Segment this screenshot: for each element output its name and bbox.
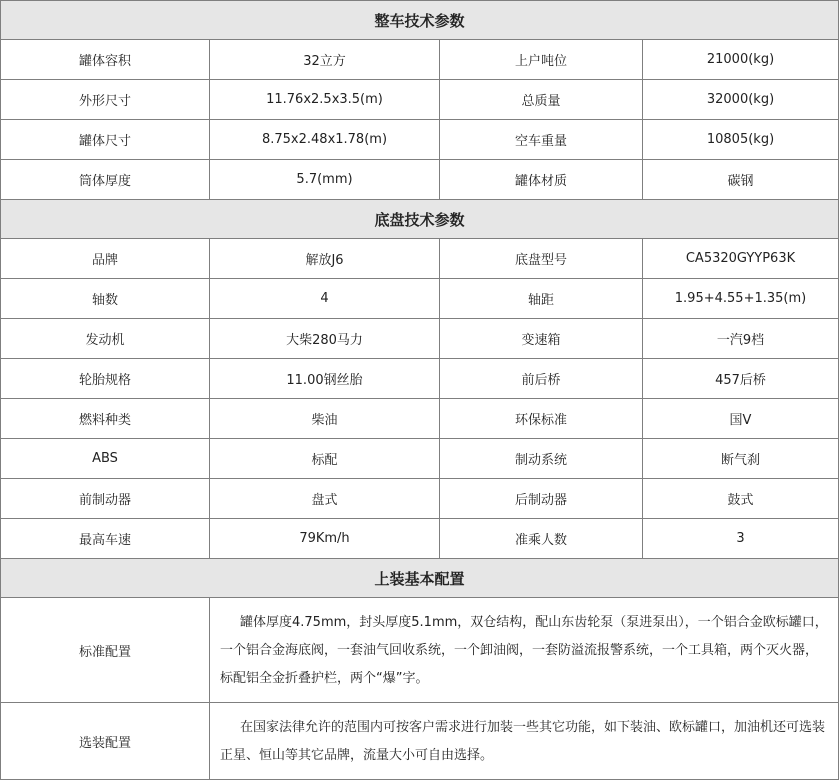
- param-label: 燃料种类: [1, 399, 210, 439]
- section-header-chassis: [1, 200, 839, 239]
- config-label: 选装配置: [1, 703, 210, 780]
- param-label: 罐体容积: [1, 40, 210, 80]
- table-row: [1, 519, 839, 559]
- config-text-cell: [210, 703, 839, 780]
- section-header-vehicle: [1, 1, 839, 40]
- param-value: 一汽9档: [643, 319, 839, 359]
- param-value: 32000(kg): [643, 80, 839, 120]
- param-label: 发动机: [1, 319, 210, 359]
- config-text-cell: [210, 598, 839, 703]
- param-label: ABS: [1, 439, 210, 479]
- param-value: 10805(kg): [643, 120, 839, 160]
- param-value: 21000(kg): [643, 40, 839, 80]
- table-row: [1, 239, 839, 279]
- table-row: [1, 399, 839, 439]
- param-value: 国V: [643, 399, 839, 439]
- param-label: 前制动器: [1, 479, 210, 519]
- table-row: [1, 120, 839, 160]
- param-label: 底盘型号: [440, 239, 643, 279]
- param-label: 罐体材质: [440, 160, 643, 200]
- param-value: 断气刹: [643, 439, 839, 479]
- param-label: 轴数: [1, 279, 210, 319]
- param-label: 最高车速: [1, 519, 210, 559]
- config-label: 标准配置: [1, 598, 210, 703]
- section-title: 上装基本配置: [1, 559, 839, 598]
- table-row: [1, 439, 839, 479]
- table-row: [1, 40, 839, 80]
- table-row: [1, 80, 839, 120]
- param-value: 1.95+4.55+1.35(m): [643, 279, 839, 319]
- param-label: 准乘人数: [440, 519, 643, 559]
- param-label: 罐体尺寸: [1, 120, 210, 160]
- param-label: 制动系统: [440, 439, 643, 479]
- param-value: 盘式: [210, 479, 440, 519]
- param-label: 空车重量: [440, 120, 643, 160]
- param-value: 3: [643, 519, 839, 559]
- param-value: 柴油: [210, 399, 440, 439]
- param-label: 上户吨位: [440, 40, 643, 80]
- param-value: 79Km/h: [210, 519, 440, 559]
- param-label: 前后桥: [440, 359, 643, 399]
- param-value: 大柴280马力: [210, 319, 440, 359]
- param-label: 筒体厚度: [1, 160, 210, 200]
- param-value: 5.7(mm): [210, 160, 440, 200]
- param-label: 环保标准: [440, 399, 643, 439]
- config-text: 罐体厚度4.75mm，封头厚度5.1mm，双仓结构，配山东齿轮泵（泵进泵出），一个铝合金欧标罐口，一个铝合金海底阀，一套油气回收系统，一个卸油阀，一套防溢流报警系统，一个工具箱，两个灭火器，标配铝全金折叠护栏，两个“爆”字。: [220, 615, 828, 686]
- param-label: 轮胎规格: [1, 359, 210, 399]
- param-label: 轴距: [440, 279, 643, 319]
- param-label: 后制动器: [440, 479, 643, 519]
- param-value: 碳钢: [643, 160, 839, 200]
- table-row: [1, 160, 839, 200]
- param-value: 11.76x2.5x3.5(m): [210, 80, 440, 120]
- param-value: 解放J6: [210, 239, 440, 279]
- param-label: 总质量: [440, 80, 643, 120]
- param-label: 外形尺寸: [1, 80, 210, 120]
- section-title: 整车技术参数: [1, 1, 839, 40]
- param-value: 457后桥: [643, 359, 839, 399]
- table-row: [1, 279, 839, 319]
- param-label: 品牌: [1, 239, 210, 279]
- param-value: 鼓式: [643, 479, 839, 519]
- param-value: 11.00钢丝胎: [210, 359, 440, 399]
- param-label: 变速箱: [440, 319, 643, 359]
- section-title: 底盘技术参数: [1, 200, 839, 239]
- param-value: 标配: [210, 439, 440, 479]
- table-row: [1, 319, 839, 359]
- table-row-standard-config: [1, 598, 839, 703]
- param-value: CA5320GYYP63K: [643, 239, 839, 279]
- config-text: 在国家法律允许的范围内可按客户需求进行加装一些其它功能，如下装油、欧标罐口，加油机还可选装正星、恒山等其它品牌，流量大小可自由选择。: [220, 720, 826, 763]
- section-header-body: [1, 559, 839, 598]
- param-value: 8.75x2.48x1.78(m): [210, 120, 440, 160]
- table-row: [1, 479, 839, 519]
- param-value: 32立方: [210, 40, 440, 80]
- table-row: [1, 359, 839, 399]
- param-value: 4: [210, 279, 440, 319]
- table-row-optional-config: [1, 703, 839, 780]
